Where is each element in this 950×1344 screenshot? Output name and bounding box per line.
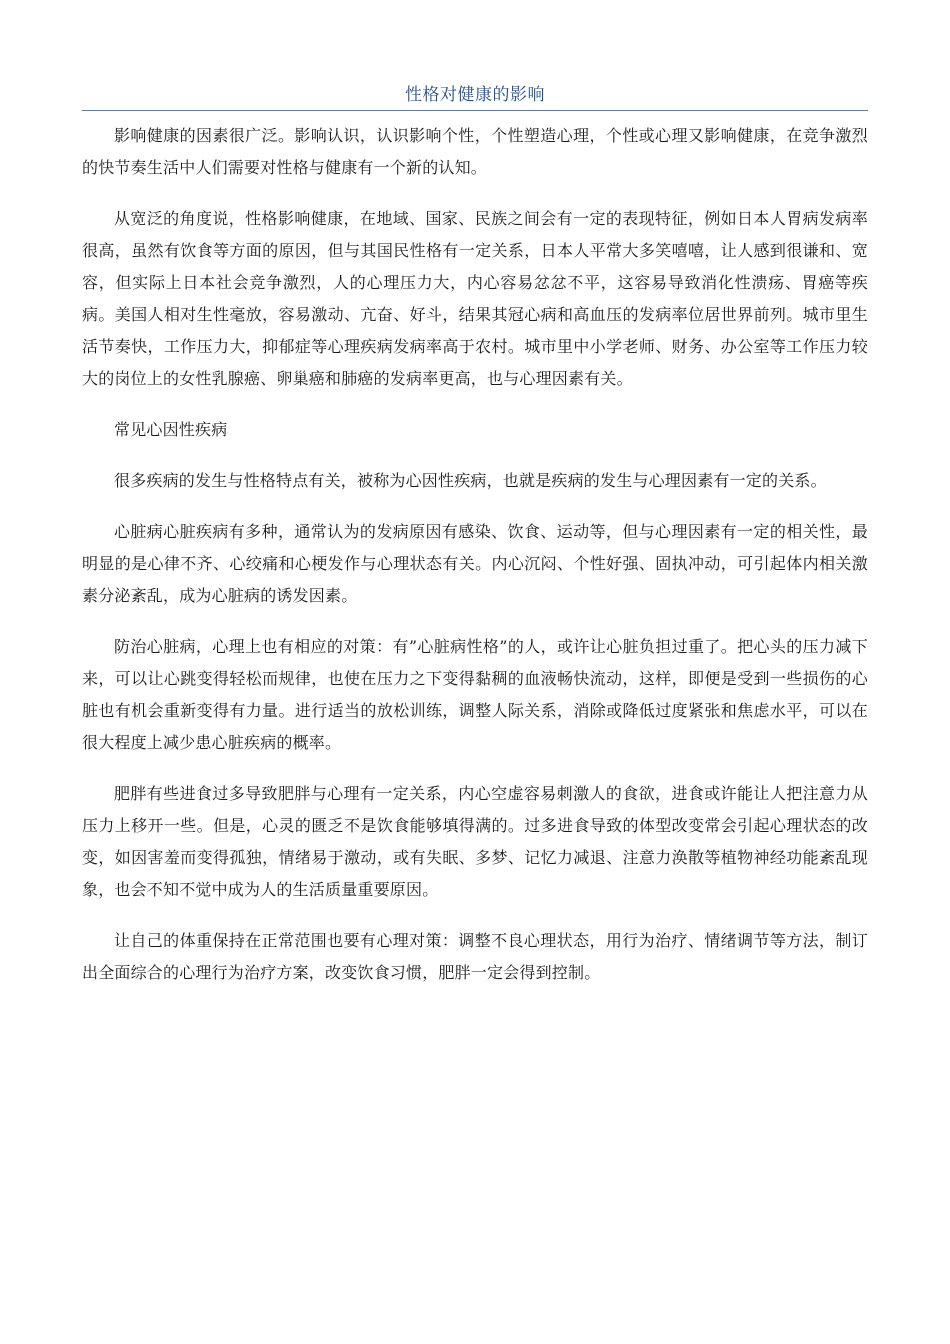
page-title: 性格对健康的影响: [405, 85, 545, 105]
paragraph-weight-control: 让自己的体重保持在正常范围也要有心理对策：调整不良心理状态，用行为治疗、情绪调节等方法，制订出全面综合的心理行为治疗方案，改变饮食习惯，肥胖一定会得到控制。: [82, 931, 868, 982]
paragraph-heart-prevention: 防治心脏病，心理上也有相应的对策：有”心脏病性格”的人，或许让心脏负担过重了。把心头的压力减下来，可以让心跳变得轻松而规律，也使在压力之下变得黏稠的血液畅快流动，这样，即便是受到一些损伤的心脏也有机会重新变得有力量。进行适当的放松训练，调整人际关系，消除或降低过度紧张和焦虑水平，可以在很大程度上减少患心脏疾病的概率。: [82, 637, 868, 752]
page-header: [82, 82, 868, 111]
paragraph-intro: 影响健康的因素很广泛。影响认识，认识影响个性，个性塑造心理，个性或心理又影响健康，在竞争激烈的快节奏生活中人们需要对性格与健康有一个新的认知。: [82, 126, 868, 177]
section-heading-psychogenic-diseases: 常见心因性疾病: [114, 420, 228, 439]
paragraph-broad-view: 从宽泛的角度说，性格影响健康，在地域、国家、民族之间会有一定的表现特征，例如日本人胃病发病率很高，虽然有饮食等方面的原因，但与其国民性格有一定关系，日本人平常大多笑嘻嘻，让人感到很谦和、宽容，但实际上日本社会竞争激烈，人的心理压力大，内心容易忿忿不平，这容易导致消化性溃疡、胃癌等疾病。美国人相对生性毫放，容易激动、亢奋、好斗，结果其冠心病和高血压的发病率位居世界前列。城市里生活节奏快，工作压力大，抑郁症等心理疾病发病率高于农村。城市里中小学老师、财务、办公室等工作压力较大的岗位上的女性乳腺癌、卵巢癌和肺癌的发病率更高，也与心理因素有关。: [82, 209, 868, 388]
paragraph-psychogenic-definition: 很多疾病的发生与性格特点有关，被称为心因性疾病，也就是疾病的发生与心理因素有一定的关系。: [114, 471, 827, 490]
paragraph-obesity: 肥胖有些进食过多导致肥胖与心理有一定关系，内心空虚容易刺激人的食欲，进食或许能让人把注意力从压力上移开一些。但是，心灵的匮乏不是饮食能够填得满的。过多进食导致的体型改变常会引起心理状态的改变，如因害羞而变得孤独，情绪易于激动，或有失眠、多梦、记忆力减退、注意力涣散等植物神经功能紊乱现象，也会不知不觉中成为人的生活质量重要原因。: [82, 784, 868, 899]
document-body: [82, 120, 868, 1008]
paragraph-heart-disease: 心脏病心脏疾病有多种，通常认为的发病原因有感染、饮食、运动等，但与心理因素有一定的相关性，最明显的是心律不齐、心绞痛和心梗发作与心理状态有关。内心沉闷、个性好强、固执冲动，可引起体内相关激素分泌紊乱，成为心脏病的诱发因素。: [82, 522, 868, 605]
